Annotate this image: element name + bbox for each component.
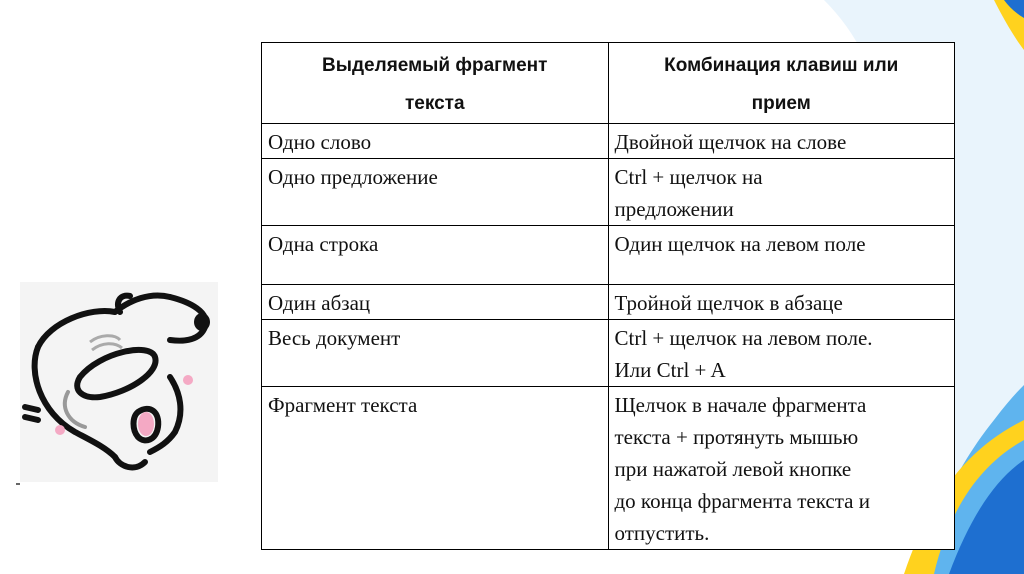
table-row (262, 226, 955, 285)
table-row (262, 387, 955, 550)
fragment-cell: Фрагмент текста (262, 387, 609, 550)
text-selection-table (261, 42, 955, 550)
header-fragment: Выделяемый фрагмент текста (262, 43, 609, 124)
method-cell: Один щелчок на левом поле (608, 226, 955, 285)
cartoon-character-image (20, 282, 218, 482)
cartoon-drawing (20, 282, 218, 482)
table-row (262, 159, 955, 226)
method-cell: Ctrl + щелчок на левом поле. Или Ctrl + A (608, 320, 955, 387)
fragment-cell: Одно слово (262, 124, 609, 159)
table-header-row (262, 43, 955, 124)
fragment-cell: Весь документ (262, 320, 609, 387)
fragment-cell: Одна строка (262, 226, 609, 285)
table-row (262, 285, 955, 320)
header-method: Комбинация клавиш или прием (608, 43, 955, 124)
table-row (262, 124, 955, 159)
method-cell: Двойной щелчок на слове (608, 124, 955, 159)
table-row (262, 320, 955, 387)
method-cell: Тройной щелчок в абзаце (608, 285, 955, 320)
small-mark (16, 483, 20, 485)
fragment-cell: Одно предложение (262, 159, 609, 226)
method-cell: Ctrl + щелчок на предложении (608, 159, 955, 226)
method-cell: Щелчок в начале фрагмента текста + протянуть мышью при нажатой левой кнопке до конца фрагмента текста и отпустить. (608, 387, 955, 550)
fragment-cell: Один абзац (262, 285, 609, 320)
